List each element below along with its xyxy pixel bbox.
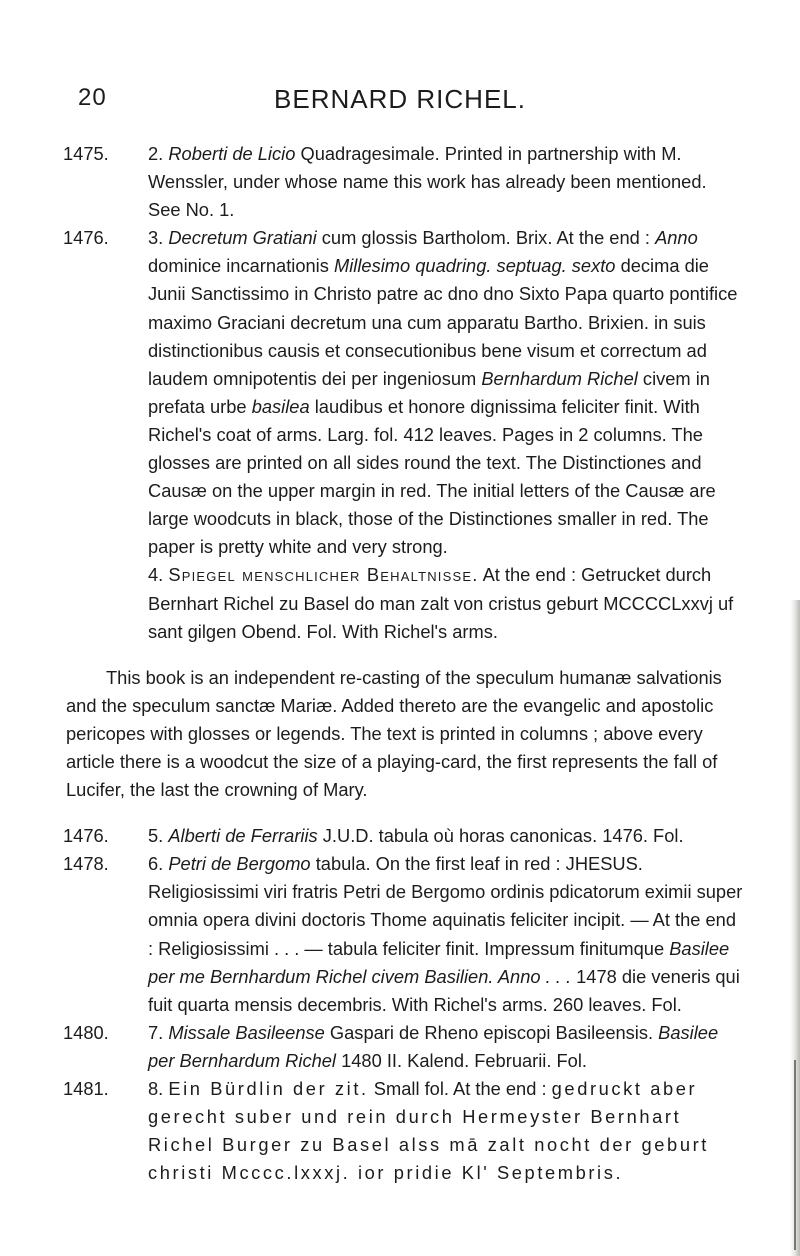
- entry-number: 4.: [148, 564, 164, 586]
- entry-1480: [63, 1019, 744, 1075]
- entry-title: Missale Basileense: [168, 1021, 325, 1043]
- entry-number: 7.: [148, 1021, 164, 1043]
- entry-spaced-text: gedruckt aber gerecht suber und rein durch Hermeyster Bernhart Richel Burger zu Basel alss mā zalt nocht der geburt christi Mcccc.lxxxj. ior pridie Kl' Septembris.: [148, 1078, 709, 1184]
- entry-author: Petri de Bergomo: [168, 853, 311, 875]
- entry-italic-text: Millesimo quadring. septuag. sexto: [333, 255, 616, 277]
- entry-author: Alberti de Ferrariis: [168, 825, 318, 847]
- entry-text: cum glossis Bartholom. Brix. At the end :: [321, 227, 650, 249]
- entry-number: 2.: [148, 143, 164, 164]
- page-edge-line: [794, 1060, 796, 1250]
- entry-author: Roberti de Licio: [168, 143, 296, 164]
- entry-year: 1476.: [63, 227, 109, 249]
- entry-1476-alberti: [63, 822, 744, 850]
- page-number: 20: [78, 84, 107, 111]
- entry-italic-text: Basilee per Bernhardum Richel: [148, 1021, 719, 1071]
- entry-1478: [63, 850, 744, 1019]
- entry-year: 1480.: [63, 1021, 109, 1043]
- entry-1481: [63, 1075, 744, 1187]
- running-title: BERNARD RICHEL.: [274, 84, 526, 114]
- entry-spiegel: [106, 561, 744, 645]
- entry-year: 1478.: [63, 853, 109, 875]
- entry-text: J.U.D. tabula où horas canonicas. 1476. Fol.: [322, 825, 684, 847]
- entry-text: At the end : Getrucket durch Bernhart Richel zu Basel do man zalt von cristus geburt MCCCCLxxvj uf sant gilgen Obend. Fol. With Richel's arms.: [148, 564, 734, 642]
- entry-number: 8.: [148, 1078, 164, 1099]
- entry-number: 6.: [148, 853, 164, 875]
- entry-text: 1478 die veneris qui fuit quarta mensis decembris. With Richel's arms. 260 leaves. Fol.: [148, 965, 740, 1015]
- entry-1475: [63, 140, 744, 224]
- entry-number: 5.: [148, 825, 164, 847]
- entry-italic-text: Bernhardum Richel: [481, 367, 638, 389]
- entry-text: Quadragesimale. Printed in partnership with M. Wenssler, under whose name this work has already been mentioned. See No. 1.: [148, 143, 707, 221]
- entry-text: dominice incarnationis: [148, 255, 329, 277]
- entry-text: Gaspari de Rheno episcopi Basileensis.: [329, 1021, 654, 1043]
- page-header: [0, 84, 800, 124]
- entry-text: laudibus et honore dignissima feliciter finit. With Richel's coat of arms. Larg. fol. 412 leaves. Pages in 2 columns. The glosses are printed on all sides round the text. The Distinctiones and Causæ on the upper margin in red. The initial letters of the Causæ are large woodcuts in black, those of the Distinctiones smaller in red. The paper is pretty white and very strong.: [148, 395, 716, 558]
- entry-year: 1476.: [63, 825, 109, 847]
- entry-title: Ein Bürdlin der zit.: [168, 1078, 369, 1099]
- commentary-paragraph: This book is an independent re-casting of the speculum humanæ salvationis and the speculum sanctæ Mariæ. Added thereto are the evangelic and apostolic pericopes with glosses or legends. The text is printed in columns ; above every article there is a woodcut the size of a playing-card, the first represents the fall of Lucifer, the last the crowning of Mary.: [66, 666, 722, 801]
- entry-text: civem in prefata urbe: [148, 367, 710, 417]
- entry-year: 1481.: [63, 1078, 109, 1099]
- entry-text: decima die Junii Sanctissimo in Christo patre ac dno dno Sixto Papa quarto pontifice maximo Graciani decretum una cum apparatu Bartho. Brixien. in suis distinctionibus causis et consecutionibus bene visum et correctum ad laudem omnipotentis dei per ingeniosum: [148, 255, 738, 389]
- entry-title: Decretum Gratiani: [168, 227, 317, 249]
- entry-1476-decretum: [63, 224, 744, 561]
- entry-text: Small fol. At the end :: [373, 1078, 547, 1099]
- entry-number: 3.: [148, 227, 164, 249]
- entry-italic-text: Anno: [655, 227, 698, 249]
- entry-italic-text: basilea: [251, 395, 310, 417]
- entry-italic-text: Basilee per me Bernhardum Richel civem Basilien. Anno . . .: [148, 937, 730, 987]
- page-body: [63, 140, 744, 1187]
- entry-text: 1480 II. Kalend. Februarii. Fol.: [341, 1049, 587, 1071]
- entry-year: 1475.: [63, 143, 109, 164]
- entry-text: tabula. On the first leaf in red : JHESUS. Religiosissimi viri fratris Petri de Bergomo ordinis pdicatorum eximii super omnia opera divini doctoris Thome aquinatis feliciter incipit. — At the end : Religiosissimi . . . — tabula feliciter finit. Impressum finitumque: [148, 853, 743, 959]
- entry-title: Spiegel menschlicher Behaltnisse.: [168, 564, 479, 586]
